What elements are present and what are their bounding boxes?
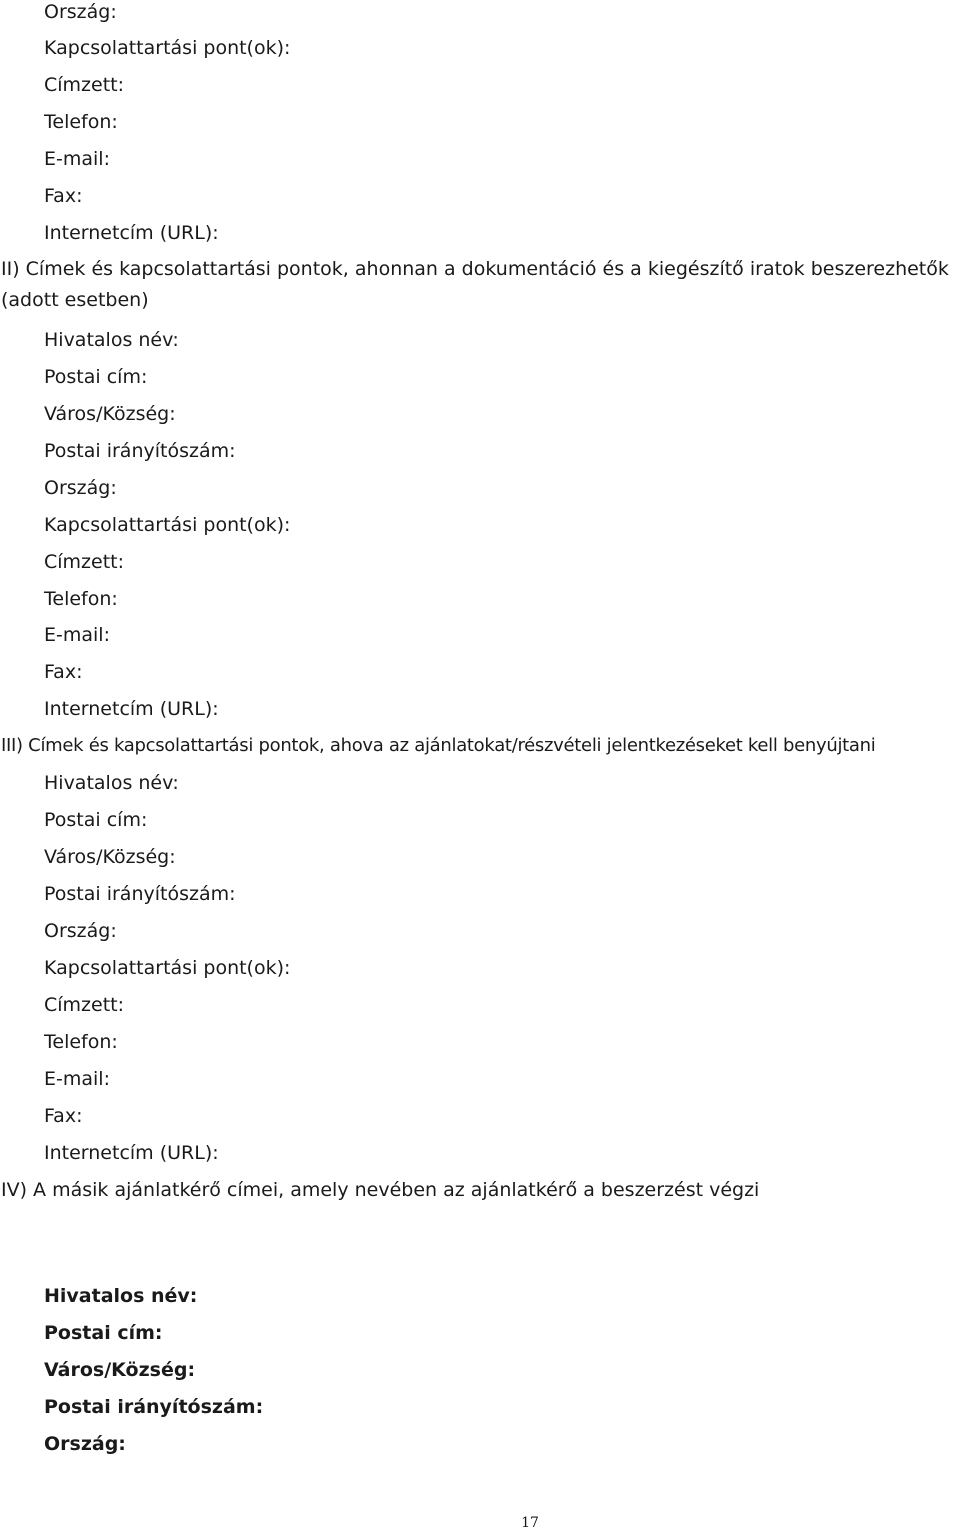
field-label: Kapcsolattartási pont(ok): <box>44 957 291 979</box>
field-label: Hivatalos név: <box>44 1285 198 1307</box>
field-label: Fax: <box>44 1105 83 1127</box>
field-label: Város/Község: <box>44 846 176 868</box>
field-label: Telefon: <box>44 1031 118 1053</box>
field-label: Postai irányítószám: <box>44 1396 264 1418</box>
field-label: Postai cím: <box>44 366 148 388</box>
field-label: Címzett: <box>44 994 125 1016</box>
field-label: Hivatalos név: <box>44 329 179 351</box>
page-number: 17 <box>521 1515 539 1531</box>
field-label: Ország: <box>44 920 117 942</box>
field-label: Hivatalos név: <box>44 772 179 794</box>
field-label: Ország: <box>44 1 117 23</box>
field-label: Ország: <box>44 1433 126 1455</box>
field-label: Város/Község: <box>44 403 176 425</box>
field-label: Címzett: <box>44 551 125 573</box>
field-label: Postai irányítószám: <box>44 883 236 905</box>
field-label: Telefon: <box>44 588 118 610</box>
field-label: Ország: <box>44 477 117 499</box>
section-heading-iii: III) Címek és kapcsolattartási pontok, ahova az ajánlatokat/részvételi jelentkezéseket kell benyújtani <box>1 735 876 756</box>
field-label: Címzett: <box>44 74 125 96</box>
field-label: Postai cím: <box>44 809 148 831</box>
field-label: E-mail: <box>44 1068 110 1090</box>
field-label: Fax: <box>44 185 83 207</box>
section-heading-iv: IV) A másik ajánlatkérő címei, amely nevében az ajánlatkérő a beszerzést végzi <box>1 1179 760 1201</box>
field-label: Város/Község: <box>44 1359 196 1381</box>
field-label: Telefon: <box>44 111 118 133</box>
field-label: Internetcím (URL): <box>44 1142 219 1164</box>
field-label: Postai cím: <box>44 1322 163 1344</box>
field-label: E-mail: <box>44 148 110 170</box>
section-heading-ii: II) Címek és kapcsolattartási pontok, ahonnan a dokumentáció és a kiegészítő iratok beszerezhetők (adott esetben) <box>1 258 949 311</box>
field-label: Internetcím (URL): <box>44 222 219 244</box>
field-label: Kapcsolattartási pont(ok): <box>44 514 291 536</box>
field-label: Fax: <box>44 661 83 683</box>
field-label: E-mail: <box>44 624 110 646</box>
field-label: Internetcím (URL): <box>44 698 219 720</box>
field-label: Kapcsolattartási pont(ok): <box>44 37 291 59</box>
field-label: Postai irányítószám: <box>44 440 236 462</box>
